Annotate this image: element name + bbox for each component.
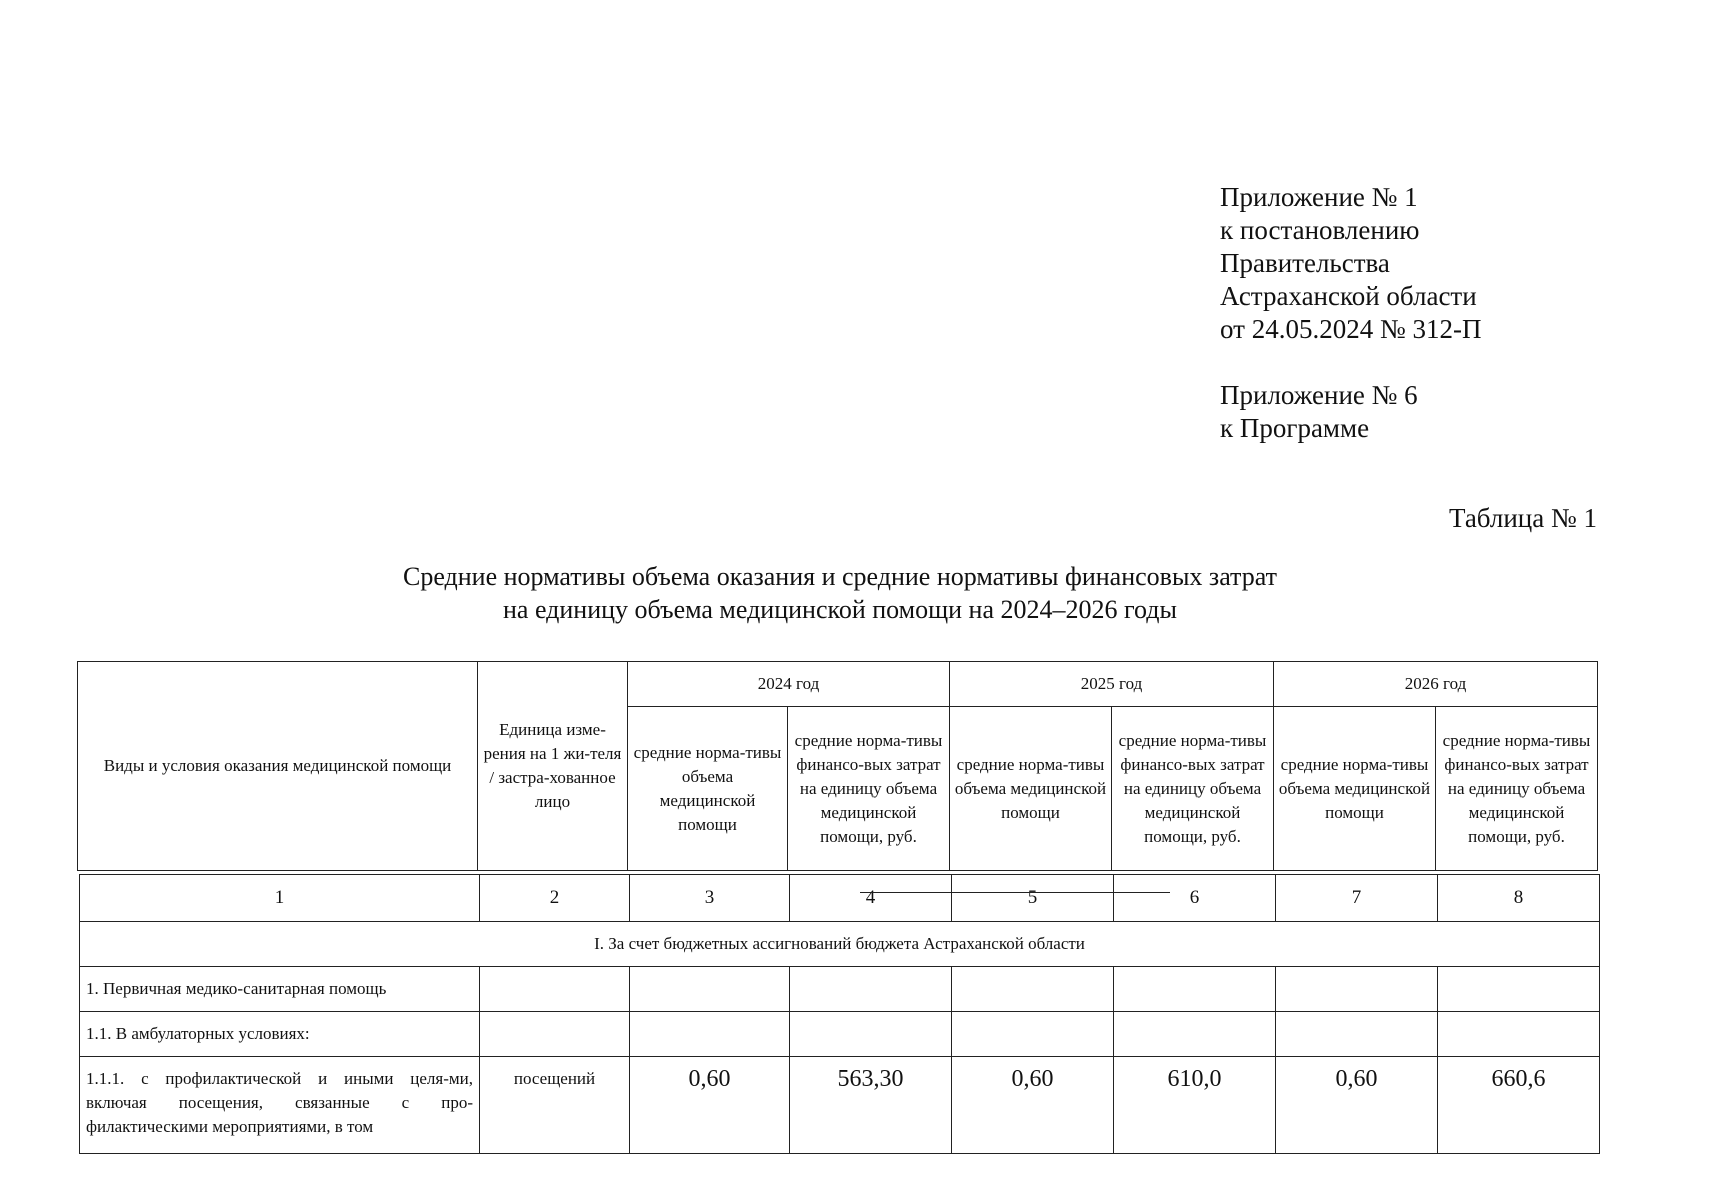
value-cell: 660,6 bbox=[1438, 1057, 1600, 1154]
appendix-line: Астраханской области bbox=[1220, 281, 1477, 311]
table-cell bbox=[1438, 967, 1600, 1012]
value-cell: 610,0 bbox=[1114, 1057, 1276, 1154]
column-number: 3 bbox=[630, 875, 790, 922]
value-cell: 0,60 bbox=[1276, 1057, 1438, 1154]
column-number: 6 bbox=[1114, 875, 1276, 922]
appendix-6 bbox=[1220, 379, 1481, 445]
table-cell bbox=[1114, 967, 1276, 1012]
unit-cell: посещений bbox=[480, 1057, 630, 1154]
appendix-1 bbox=[1220, 181, 1481, 346]
table-number: Таблица № 1 bbox=[1449, 503, 1597, 533]
table-cell bbox=[952, 1012, 1114, 1057]
sub-header-volume: средние норма-тивы объема медицинской помощи bbox=[950, 707, 1112, 871]
table-cell bbox=[952, 967, 1114, 1012]
section-row bbox=[80, 922, 1600, 967]
sub-header-volume: средние норма-тивы объема медицинской помощи bbox=[1274, 707, 1436, 871]
table-cell bbox=[1276, 967, 1438, 1012]
sub-header-volume: средние норма-тивы объема медицинской помощи bbox=[628, 707, 788, 871]
table-cell bbox=[1114, 1012, 1276, 1057]
appendix-line: к постановлению bbox=[1220, 215, 1420, 245]
sub-header-cost: средние норма-тивы финансо-вых затрат на единицу объема медицинской помощи, руб. bbox=[1436, 707, 1598, 871]
appendix-block bbox=[1220, 181, 1481, 445]
appendix-line: Приложение № 6 bbox=[1220, 380, 1418, 410]
table-row bbox=[80, 967, 1600, 1012]
row-label: 1.1. В амбулаторных условиях: bbox=[80, 1012, 480, 1057]
table-row bbox=[80, 1012, 1600, 1057]
column-number: 7 bbox=[1276, 875, 1438, 922]
appendix-line: Правительства bbox=[1220, 248, 1390, 278]
table-cell bbox=[630, 1012, 790, 1057]
title-line: Средние нормативы объема оказания и средние нормативы финансовых затрат bbox=[403, 562, 1277, 591]
table-row bbox=[80, 1057, 1600, 1154]
column-number: 8 bbox=[1438, 875, 1600, 922]
table-cell bbox=[1276, 1012, 1438, 1057]
column-number: 2 bbox=[480, 875, 630, 922]
col-header-unit: Единица изме-рения на 1 жи-теля / застра-хованное лицо bbox=[478, 662, 628, 871]
document-title bbox=[0, 560, 1680, 626]
row-label: 1. Первичная медико-санитарная помощь bbox=[80, 967, 480, 1012]
column-numbers-row bbox=[80, 875, 1600, 922]
col-header-kinds: Виды и условия оказания медицинской помощи bbox=[78, 662, 478, 871]
table-cell bbox=[480, 967, 630, 1012]
value-cell: 0,60 bbox=[630, 1057, 790, 1154]
table-cell bbox=[630, 967, 790, 1012]
table-cell bbox=[790, 1012, 952, 1057]
appendix-line: к Программе bbox=[1220, 413, 1370, 443]
table-cell bbox=[1438, 1012, 1600, 1057]
appendix-line: Приложение № 1 bbox=[1220, 182, 1418, 212]
column-number: 5 bbox=[952, 875, 1114, 922]
column-number: 1 bbox=[80, 875, 480, 922]
sub-header-cost: средние норма-тивы финансо-вых затрат на единицу объема медицинской помощи, руб. bbox=[788, 707, 950, 871]
table-body bbox=[79, 874, 1600, 1154]
section-title: I. За счет бюджетных ассигнований бюджета Астраханской области bbox=[80, 922, 1600, 967]
table-header bbox=[77, 661, 1598, 871]
year-header: 2024 год bbox=[628, 662, 950, 707]
table-cell bbox=[790, 967, 952, 1012]
strike-line bbox=[860, 892, 1170, 893]
appendix-line: от 24.05.2024 № 312-П bbox=[1220, 314, 1482, 344]
value-cell: 0,60 bbox=[952, 1057, 1114, 1154]
title-line: на единицу объема медицинской помощи на 2024–2026 годы bbox=[503, 595, 1177, 624]
column-number: 4 bbox=[790, 875, 952, 922]
table-cell bbox=[480, 1012, 630, 1057]
sub-header-cost: средние норма-тивы финансо-вых затрат на единицу объема медицинской помощи, руб. bbox=[1112, 707, 1274, 871]
year-header: 2026 год bbox=[1274, 662, 1598, 707]
value-cell: 563,30 bbox=[790, 1057, 952, 1154]
year-header: 2025 год bbox=[950, 662, 1274, 707]
row-label: 1.1.1. с профилактической и иными целя-ми, включая посещения, связанные с про-филактическими мероприятиями, в том bbox=[80, 1057, 480, 1154]
